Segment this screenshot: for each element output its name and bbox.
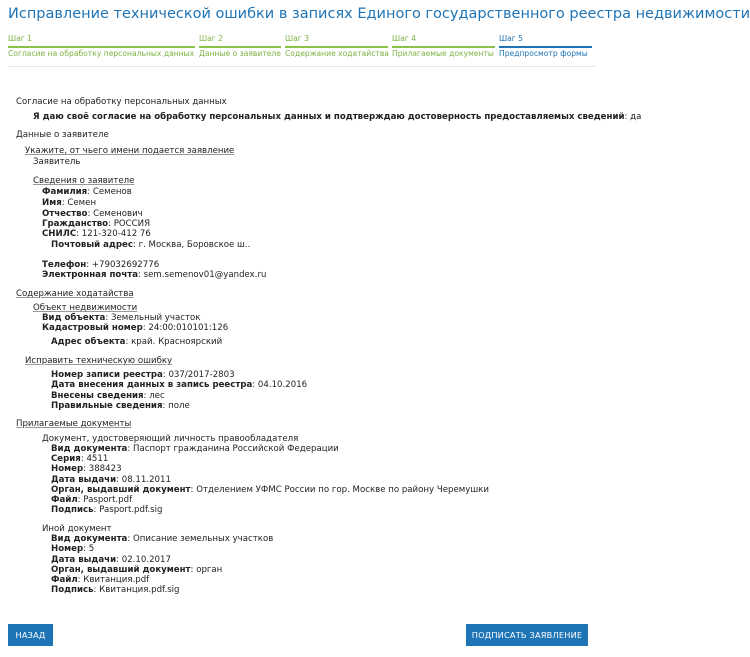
doc2-number: Номер: 5 xyxy=(51,544,95,554)
field-postal-address: Почтовый адрес: г. Москва, Боровское ш.. xyxy=(51,240,251,250)
field-object-type: Вид объекта: Земельный участок xyxy=(42,313,201,323)
step-number: Шаг 1 xyxy=(8,34,33,43)
step-label: Содержание ходатайства xyxy=(285,49,389,58)
doc1-type: Вид документа: Паспорт гражданина Российской Федерации xyxy=(51,444,339,454)
field-record-number: Номер записи реестра: 037/2017-2803 xyxy=(51,370,235,380)
step-progress-bar xyxy=(285,46,388,48)
field-name: Имя: Семен xyxy=(42,198,97,208)
consent-value: да xyxy=(630,112,642,122)
step-number: Шаг 2 xyxy=(199,34,224,43)
back-button[interactable]: НАЗАД xyxy=(8,624,53,646)
doc1-signature: Подпись: Pasport.pdf.sig xyxy=(51,505,163,515)
section-documents-title: Прилагаемые документы xyxy=(16,419,132,429)
step-5[interactable] xyxy=(499,34,596,64)
doc2-signature: Подпись: Квитанция.pdf.sig xyxy=(51,585,180,595)
step-number: Шаг 4 xyxy=(392,34,417,43)
field-cadastral-number: Кадастровый номер: 24:00:010101:126 xyxy=(42,323,229,333)
applicant-who-value: Заявитель xyxy=(33,157,81,167)
doc1-file: Файл: Pasport.pdf xyxy=(51,495,133,505)
doc1-issuer: Орган, выдавший документ: Отделением УФМС России по гор. Москве по району Черемушки xyxy=(51,485,489,495)
section-petition-title: Содержание ходатайства xyxy=(16,289,134,299)
section-applicant-title: Данные о заявителе xyxy=(16,130,109,140)
page-title: Исправление технической ошибки в записях Единого государственного реестра недвижимости xyxy=(8,6,750,22)
step-2[interactable] xyxy=(199,34,285,64)
doc2-title: Иной документ xyxy=(42,524,112,534)
doc2-issuer: Орган, выдавший документ: орган xyxy=(51,565,223,575)
step-3[interactable] xyxy=(285,34,392,64)
field-correct-info: Правильные сведения: поле xyxy=(51,401,190,411)
field-patronymic: Отчество: Семенович xyxy=(42,209,143,219)
step-progress-bar xyxy=(392,46,495,48)
step-number: Шаг 3 xyxy=(285,34,310,43)
step-1[interactable] xyxy=(8,34,199,64)
step-progress-bar xyxy=(499,46,592,48)
doc1-number: Номер: 388423 xyxy=(51,464,122,474)
sign-application-button[interactable]: ПОДПИСАТЬ ЗАЯВЛЕНИЕ xyxy=(466,624,588,646)
doc2-type: Вид документа: Описание земельных участков xyxy=(51,534,274,544)
field-email: Электронная почта: sem.semenov01@yandex.ru xyxy=(42,270,267,280)
petition-object-title: Объект недвижимости xyxy=(33,303,138,313)
step-progress-bar xyxy=(8,46,195,48)
field-surname: Фамилия: Семенов xyxy=(42,187,132,197)
step-label: Согласие на обработку персональных данных xyxy=(8,49,195,58)
petition-fix-title: Исправить техническую ошибку xyxy=(25,356,173,366)
applicant-info-title: Сведения о заявителе xyxy=(33,176,135,186)
doc1-series: Серия: 4511 xyxy=(51,454,109,464)
consent-row: Я даю своё согласие на обработку персональных данных и подтверждаю достоверность предоставляемых сведений: да xyxy=(33,112,642,122)
doc1-title: Документ, удостоверяющий личность правообладателя xyxy=(42,434,299,444)
step-number: Шаг 5 xyxy=(499,34,524,43)
field-citizenship: Гражданство: РОССИЯ xyxy=(42,219,151,229)
field-entered-info: Внесены сведения: лес xyxy=(51,391,165,401)
doc1-date: Дата выдачи: 08.11.2011 xyxy=(51,475,171,485)
wizard-steps xyxy=(8,34,596,64)
field-object-address: Адрес объекта: край. Красноярский xyxy=(51,337,223,347)
step-label: Предпросмотр формы xyxy=(499,49,588,58)
step-label: Данные о заявителе xyxy=(199,49,281,58)
field-record-date: Дата внесения данных в запись реестра: 04.10.2016 xyxy=(51,380,308,390)
step-label: Прилагаемые документы xyxy=(392,49,494,58)
steps-divider xyxy=(8,66,596,67)
step-progress-bar xyxy=(199,46,281,48)
step-4[interactable] xyxy=(392,34,499,64)
doc2-file: Файл: Квитанция.pdf xyxy=(51,575,150,585)
consent-text: Я даю своё согласие на обработку персональных данных и подтверждаю достоверность предоставляемых сведений xyxy=(33,112,625,122)
section-consent-title: Согласие на обработку персональных данных xyxy=(16,97,227,107)
field-snils: СНИЛС: 121-320-412 76 xyxy=(42,229,151,239)
field-phone: Телефон: +79032692776 xyxy=(42,260,160,270)
applicant-who-title: Укажите, от чьего имени подается заявление xyxy=(25,146,235,156)
doc2-date: Дата выдачи: 02.10.2017 xyxy=(51,555,171,565)
